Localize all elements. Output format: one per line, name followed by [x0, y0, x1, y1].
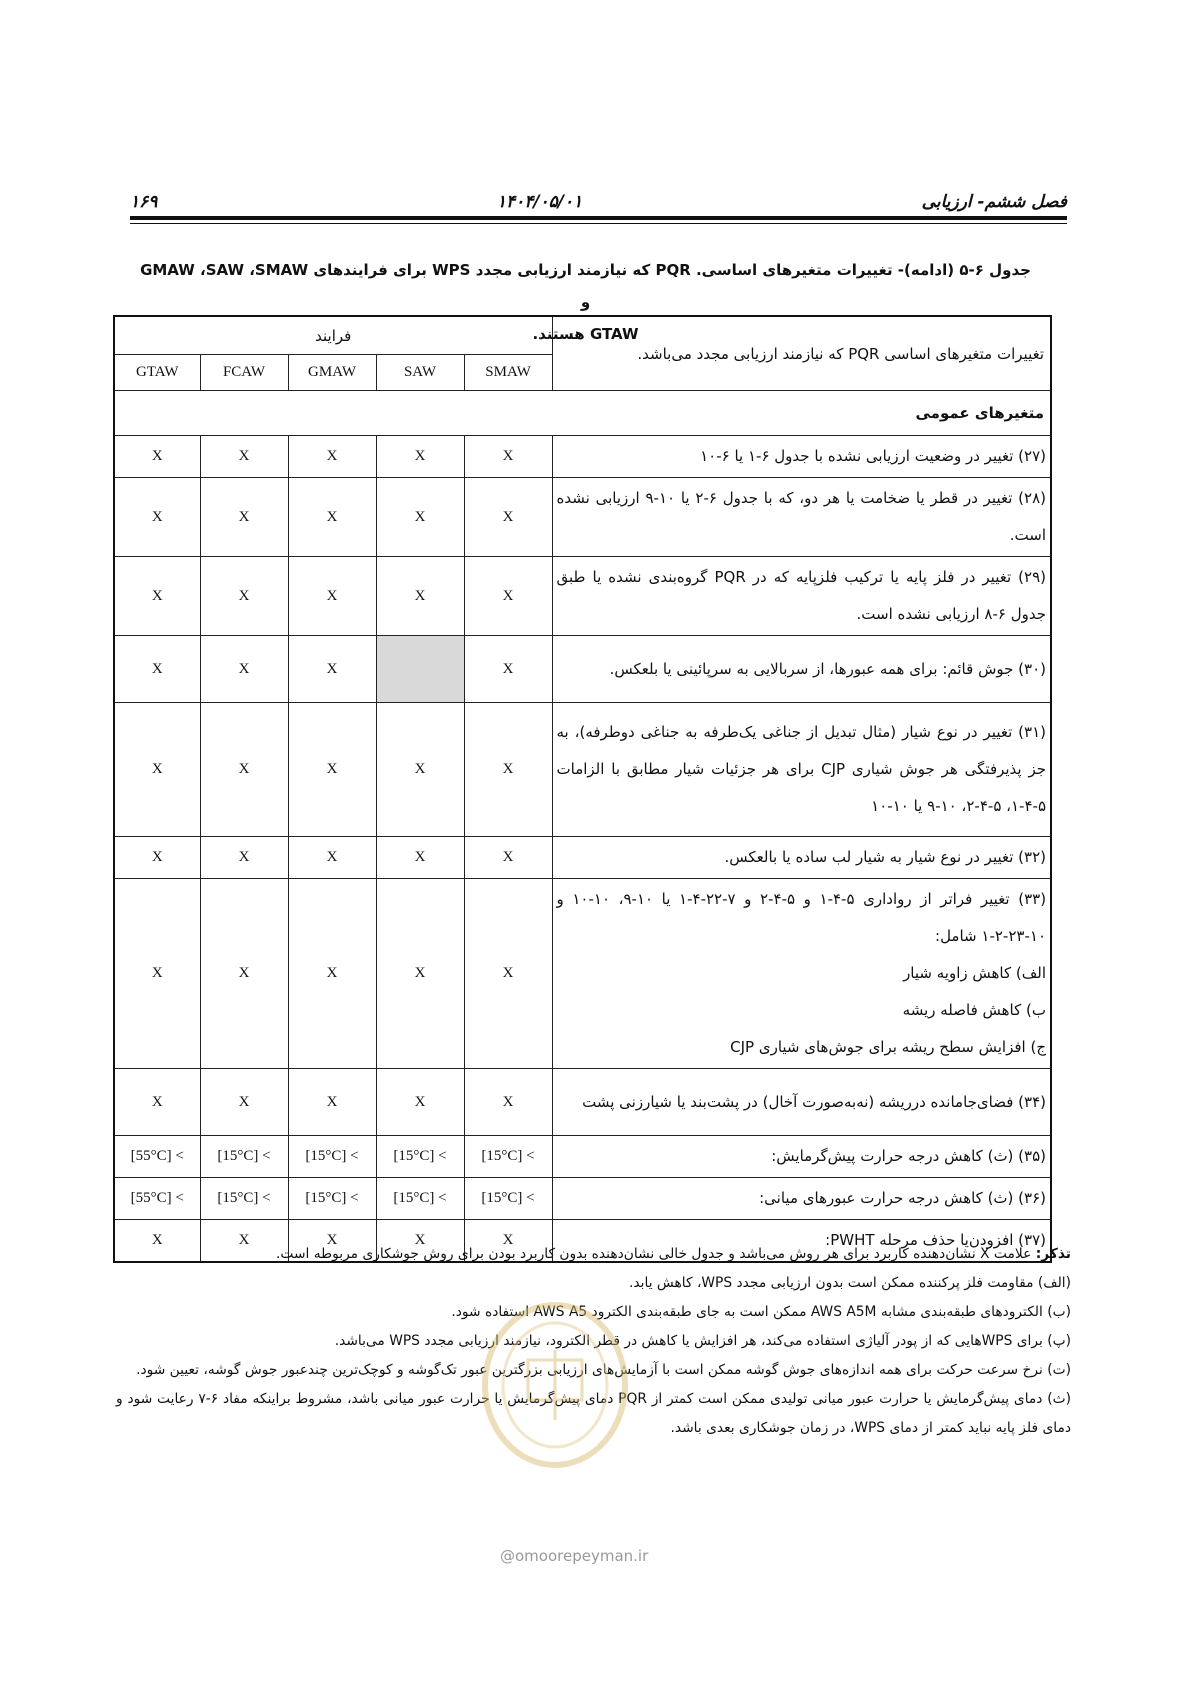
section-row — [114, 391, 1051, 436]
essential-variables-table — [113, 315, 1052, 1263]
applicability-cell: X — [288, 703, 376, 837]
applicability-cell: X — [114, 703, 200, 837]
applicability-cell: X — [376, 1220, 464, 1263]
row-description-text: (۳۴) فضای‌جامانده درریشه (نه‌به‌صورت آخال) در پشت‌بند یا شیارزنی پشت — [582, 1092, 1047, 1111]
table-header-row — [114, 316, 1051, 355]
row-description-text: (۳۶) (ث) کاهش درجه حرارت عبورهای میانی: — [759, 1189, 1047, 1207]
row-description-text: (۲۸) تغییر در قطر یا ضخامت یا هر دو، که با جدول ۶-۲ یا ۱۰-۹ ارزیابی نشده است. — [556, 489, 1047, 544]
desc-column-header: تغییرات متغیرهای اساسی PQR که نیازمند ارزیابی مجدد می‌باشد. — [552, 316, 1051, 391]
applicability-cell: X — [376, 1069, 464, 1136]
table-row — [114, 478, 1051, 557]
table-row — [114, 1136, 1051, 1178]
applicability-cell: X — [464, 703, 552, 837]
applicability-cell: X — [200, 879, 288, 1069]
table-row — [114, 1069, 1051, 1136]
temperature-cell: > [15°C] — [376, 1178, 464, 1220]
applicability-cell: X — [464, 1069, 552, 1136]
applicability-cell: X — [464, 478, 552, 557]
table-row — [114, 436, 1051, 478]
temperature-cell: > [15°C] — [288, 1178, 376, 1220]
applicability-cell — [376, 636, 464, 703]
temperature-cell: > [55°C] — [114, 1178, 200, 1220]
applicability-cell: X — [376, 879, 464, 1069]
table-row — [114, 1178, 1051, 1220]
row-description — [552, 557, 1051, 636]
applicability-cell: X — [376, 478, 464, 557]
temperature-cell: > [15°C] — [464, 1178, 552, 1220]
chapter-title: فصل ششم- ارزیابی — [921, 192, 1067, 212]
applicability-cell: X — [200, 1069, 288, 1136]
process-smaw: SMAW — [464, 355, 552, 391]
page-header — [130, 186, 1067, 212]
applicability-cell: X — [114, 436, 200, 478]
process-saw: SAW — [376, 355, 464, 391]
applicability-cell: X — [464, 557, 552, 636]
page-date: ۱۴۰۴/۰۵/۰۱ — [496, 192, 583, 212]
applicability-cell: X — [114, 636, 200, 703]
row-description — [552, 636, 1051, 703]
applicability-cell: X — [114, 557, 200, 636]
applicability-cell: X — [114, 1220, 200, 1263]
temperature-cell: > [15°C] — [288, 1136, 376, 1178]
row-description — [552, 703, 1051, 837]
applicability-cell: X — [464, 879, 552, 1069]
watermark-seal — [470, 1290, 640, 1510]
row-sub-item: ج) افزایش سطح ریشه برای جوش‌های شیاری CJP — [730, 1038, 1047, 1056]
note-title: تذکر: — [1035, 1246, 1071, 1262]
table-row — [114, 879, 1051, 1069]
row-description — [552, 1136, 1051, 1178]
applicability-cell: X — [200, 478, 288, 557]
temperature-cell: > [15°C] — [464, 1136, 552, 1178]
row-description-text: (۳۷) افزودن‌یا حذف مرحله PWHT: — [825, 1231, 1047, 1249]
applicability-cell: X — [464, 1220, 552, 1263]
note-item: (ت) نرخ سرعت حرکت برای همه اندازه‌های جوش گوشه ممکن است با آزمایش‌های ارزیابی بزرگترین عبور تک‌گوشه و کوچک‌ترین چندعبور جوش گوشه، تعیین شود. — [136, 1362, 1071, 1378]
applicability-cell: X — [376, 837, 464, 879]
applicability-cell: X — [114, 1069, 200, 1136]
row-description-text: (۳۰) جوش قائم: برای همه عبورها، از سربالایی به سرپائینی یا بلعکس. — [609, 659, 1047, 678]
row-description-text: (۲۹) تغییر در فلز پایه یا ترکیب فلزپایه که در PQR گروه‌بندی نشده یا طبق جدول ۶-۸ ارزیابی نشده است. — [556, 568, 1047, 623]
applicability-cell: X — [200, 436, 288, 478]
applicability-cell: X — [464, 436, 552, 478]
row-description — [552, 1178, 1051, 1220]
temperature-cell: > [15°C] — [200, 1136, 288, 1178]
table-row — [114, 636, 1051, 703]
process-group-header: فرایند — [114, 316, 552, 355]
caption-line-2: GTAW هستند. — [532, 325, 639, 343]
section-general-variables: متغیرهای عمومی — [114, 391, 1051, 436]
applicability-cell: X — [200, 703, 288, 837]
applicability-cell: X — [288, 879, 376, 1069]
process-fcaw: FCAW — [200, 355, 288, 391]
temperature-cell: > [55°C] — [114, 1136, 200, 1178]
applicability-cell: X — [288, 837, 376, 879]
applicability-cell: X — [200, 837, 288, 879]
applicability-cell: X — [376, 703, 464, 837]
applicability-cell: X — [464, 636, 552, 703]
temperature-cell: > [15°C] — [376, 1136, 464, 1178]
header-rule-thick — [130, 216, 1067, 220]
applicability-cell: X — [288, 1069, 376, 1136]
row-description-text: (۳۳) تغییر فراتر از رواداری ۵-۴-۱ و ۵-۴-۲ و ۷-۲۲-۴-۱ یا ۱۰-۹، ۱۰-۱۰ و ۱۰-۲۳-۲-۱ شامل: — [556, 890, 1047, 945]
process-gmaw: GMAW — [288, 355, 376, 391]
row-description-text: (۳۲) تغییر در نوع شیار به شیار لب ساده یا بالعکس. — [724, 848, 1047, 866]
applicability-cell: X — [114, 879, 200, 1069]
applicability-cell: X — [288, 436, 376, 478]
note-item: (پ) برای WPSهایی که از پودر آلیاژی استفاده می‌کند، هر افزایش یا کاهش در قطر الکترود، نیازمند ارزیابی مجدد WPS می‌باشد. — [334, 1333, 1071, 1349]
row-description-text: (۲۷) تغییر در وضعیت ارزیابی نشده با جدول ۶-۱ یا ۶-۱۰ — [700, 447, 1047, 465]
applicability-cell: X — [200, 636, 288, 703]
note-item: (ب) الکترودهای طبقه‌بندی مشابه AWS A5M ممکن است به جای طبقه‌بندی الکترود AWS A5 استفاده شود. — [451, 1304, 1071, 1320]
applicability-cell: X — [288, 1220, 376, 1263]
table-row — [114, 703, 1051, 837]
row-description-text: (۳۵) (ث) کاهش درجه حرارت پیش‌گرمایش: — [771, 1147, 1047, 1165]
applicability-cell: X — [200, 557, 288, 636]
applicability-cell: X — [114, 837, 200, 879]
applicability-cell: X — [288, 478, 376, 557]
process-gtaw: GTAW — [114, 355, 200, 391]
header-rule-thin — [130, 223, 1067, 224]
note-intro — [116, 1240, 1071, 1269]
applicability-cell: X — [464, 837, 552, 879]
page-number: ۱۶۹ — [130, 192, 158, 212]
row-description — [552, 436, 1051, 478]
table-row — [114, 837, 1051, 879]
caption-line-1: جدول ۶-۵ (ادامه)- تغییرات متغیرهای اساسی. PQR که نیازمند ارزیابی مجدد WPS برای فرایندهای GMAW ،SAW ،SMAW و — [140, 261, 1031, 311]
note-item: (الف) مقاومت فلز پرکننده ممکن است بدون ارزیابی مجدد WPS، کاهش یابد. — [629, 1275, 1071, 1291]
applicability-cell: X — [376, 436, 464, 478]
applicability-cell: X — [114, 478, 200, 557]
applicability-cell: X — [288, 557, 376, 636]
table-row — [114, 557, 1051, 636]
watermark-site: @omoorepeyman.ir — [500, 1547, 649, 1565]
row-description-text: (۳۱) تغییر در نوع شیار (مثال تبدیل از جناغی یک‌طرفه به جناغی دوطرفه)، به جز پذیرفتگی هر جوش شیاری CJP برای هر جزئیات شیار مطابق با الزامات ۵-۴-۱، ۵-۴-۲، ۱۰-۹ یا ۱۰-۱۰ — [556, 723, 1047, 815]
note-item: (ث) دمای پیش‌گرمایش یا حرارت عبور میانی تولیدی ممکن است کمتر از PQR دمای پیش‌گرمایش یا حرارت عبور میانی باشد، مشروط براینکه مفاد ۶-۷ رعایت شود و دمای فلز پایه نباید کمتر از دمای WPS، در زمان جوشکاری بعدی باشد. — [116, 1391, 1071, 1436]
row-sub-item: ب) کاهش فاصله ریشه — [902, 1001, 1047, 1019]
applicability-cell: X — [200, 1220, 288, 1263]
row-sub-item: الف) کاهش زاویه شیار — [903, 964, 1047, 982]
applicability-cell: X — [376, 557, 464, 636]
temperature-cell: > [15°C] — [200, 1178, 288, 1220]
row-description — [552, 478, 1051, 557]
row-description — [552, 837, 1051, 879]
row-description — [552, 1069, 1051, 1136]
applicability-cell: X — [288, 636, 376, 703]
note-intro-text: علامت X نشان‌دهنده کاربرد برای هر روش می‌باشد و جدول خالی نشان‌دهنده بدون کاربرد بودن برای روش جوشکاری مربوطه است. — [276, 1246, 1032, 1262]
row-description — [552, 879, 1051, 1069]
